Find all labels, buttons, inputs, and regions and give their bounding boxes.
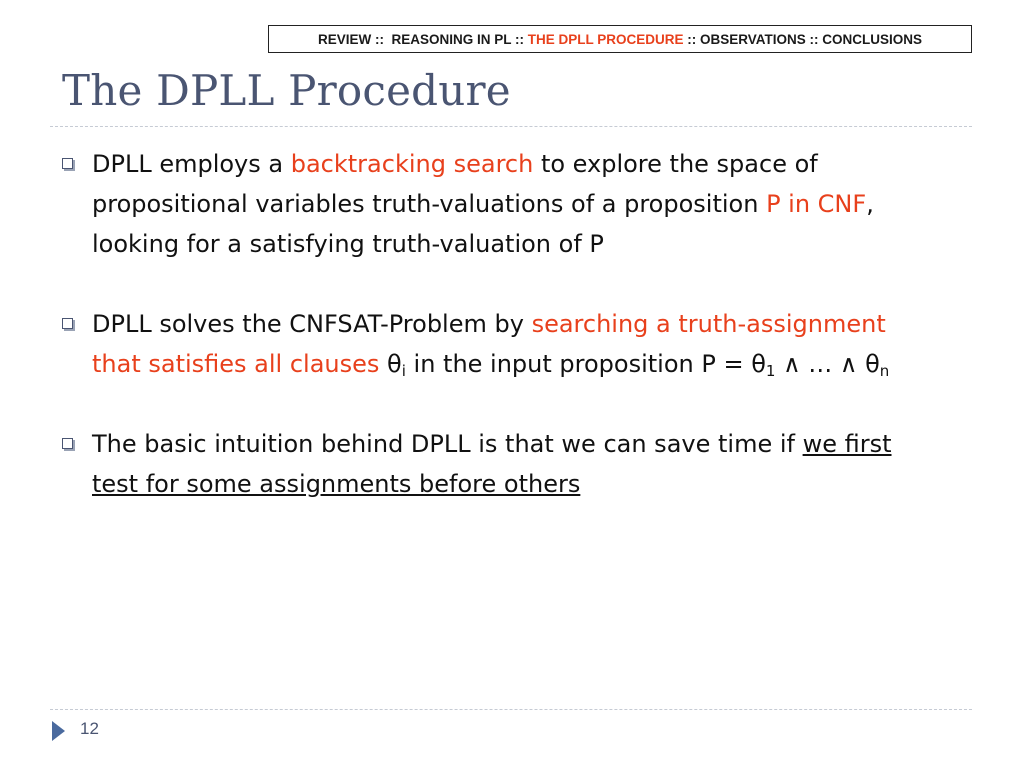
hollow-square-bullet-icon — [62, 438, 73, 449]
underlined-text: we first test for some assignments before others — [92, 430, 892, 498]
breadcrumb-rest: :: OBSERVATIONS :: CONCLUSIONS — [683, 31, 923, 47]
subscript: n — [879, 362, 890, 380]
page-number: 12 — [80, 719, 99, 738]
breadcrumb-current: THE DPLL PROCEDURE — [527, 31, 684, 47]
title-divider — [50, 126, 972, 127]
highlight-text: backtracking search — [290, 150, 534, 178]
bullet-text: to explore the space of propositional variables truth-valuations of a proposition — [92, 150, 818, 218]
bullet-text: , looking for a satisfying truth-valuation of P — [92, 190, 874, 258]
highlight-text: P in CNF — [766, 190, 867, 218]
bullet-text: in the input proposition P = θ — [405, 350, 766, 378]
bullet-text: θ — [379, 350, 402, 378]
subscript: i — [401, 362, 406, 380]
bullet-text: The basic intuition behind DPLL is that we can save time if — [92, 430, 803, 458]
bullet-item — [60, 424, 940, 504]
subscript: 1 — [765, 362, 776, 380]
bullet-item — [60, 304, 940, 384]
bullet-text: DPLL solves the CNFSAT-Problem by — [92, 310, 532, 338]
slide-title: The DPLL Procedure — [62, 66, 511, 115]
hollow-square-bullet-icon — [62, 158, 73, 169]
highlight-text: searching a truth-assignment that satisfies all clauses — [92, 310, 886, 378]
breadcrumb — [268, 25, 972, 53]
hollow-square-bullet-icon — [62, 318, 73, 329]
breadcrumb-reasoning: REASONING IN PL :: — [391, 31, 528, 47]
breadcrumb-review: REVIEW :: — [317, 31, 392, 47]
bullet-item — [60, 144, 940, 264]
bullet-text: DPLL employs a — [92, 150, 291, 178]
bullet-list — [60, 144, 940, 544]
bullet-text: ∧ … ∧ θ — [775, 350, 880, 378]
triangle-right-icon — [52, 721, 65, 741]
footer-divider — [50, 709, 972, 710]
